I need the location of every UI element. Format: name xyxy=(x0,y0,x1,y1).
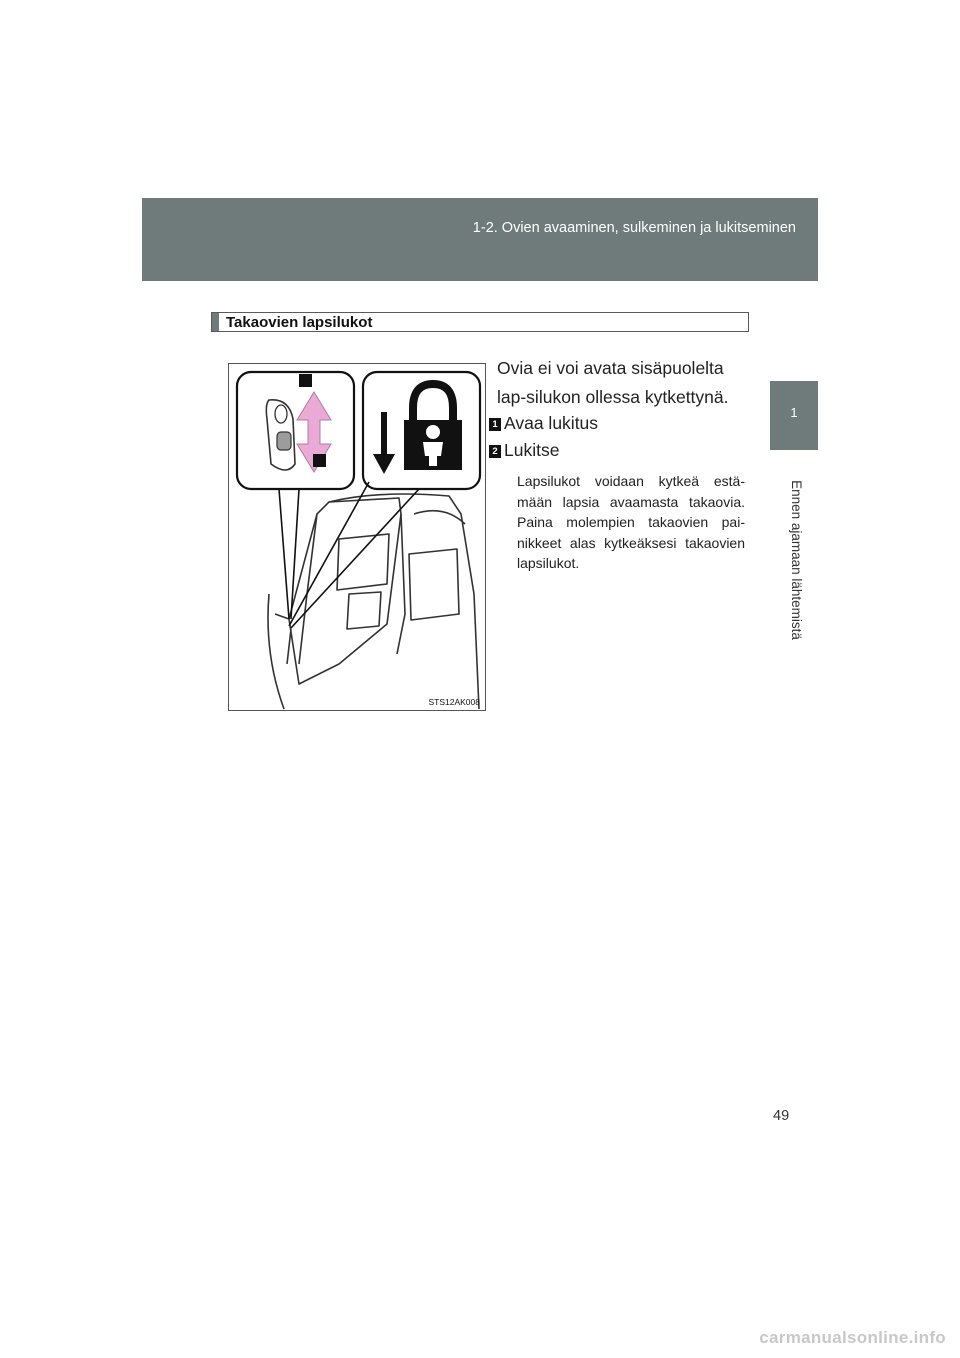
section-title: Takaovien lapsilukot xyxy=(226,314,373,331)
step-label: Avaa lukitus xyxy=(504,413,599,433)
child-lock-illustration xyxy=(228,363,486,711)
body-text: Lapsilukot voidaan kytkeä estä-mään lapsia avaamasta takaovia. Paina molempien takaovien pai-nikkeet alas kytkeäksesi takaovien lapsilukot. xyxy=(517,473,745,571)
car-door-drawing xyxy=(268,494,479,709)
step-label: Lukitse xyxy=(504,440,560,460)
chapter-title: 1-2. Ovien avaaminen, sulkeminen ja lukitseminen xyxy=(472,220,796,236)
figure-code: STS12AK008 xyxy=(428,697,480,707)
lock-symbol-inset xyxy=(363,372,480,489)
section-title-box xyxy=(211,312,749,332)
intro-text: Ovia ei voi avata sisäpuolelta lap-silukon ollessa kytkettynä. xyxy=(497,358,729,407)
lever-inset xyxy=(237,372,354,489)
chapter-header-band xyxy=(142,198,818,281)
step-number-badge: 2 xyxy=(489,445,501,458)
door-illustration xyxy=(229,364,487,712)
watermark: carmanualsonline.info xyxy=(759,1328,946,1347)
page-number: 49 xyxy=(773,1108,790,1124)
step-lock xyxy=(489,440,559,461)
chapter-tab-number: 1 xyxy=(790,405,798,420)
step-unlock xyxy=(489,413,598,434)
chapter-side-label: Ennen ajamaan lähtemistä xyxy=(789,480,804,640)
step-number-badge: 1 xyxy=(489,418,501,431)
title-marker xyxy=(212,313,219,331)
